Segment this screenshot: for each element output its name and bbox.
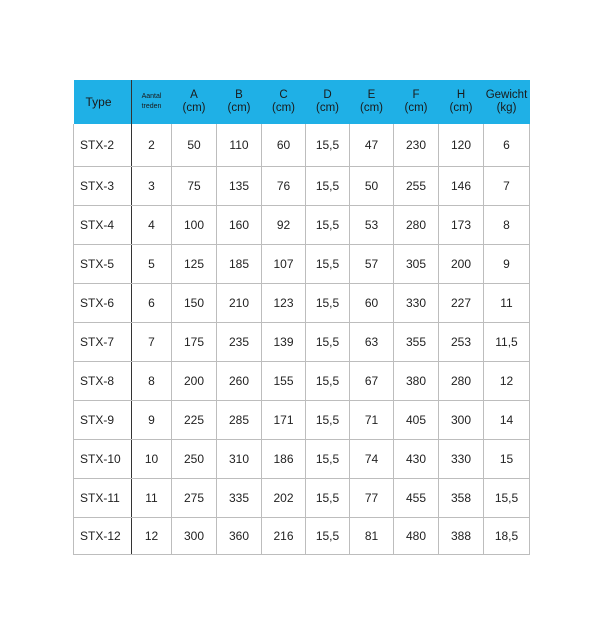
cell-a: 100	[172, 206, 217, 245]
column-header-aantal-line: treden	[141, 103, 162, 110]
column-header-b-line: (cm)	[227, 102, 251, 114]
cell-f: 405	[394, 401, 439, 440]
cell-d: 15,5	[306, 362, 350, 401]
cell-a: 125	[172, 245, 217, 284]
cell-a: 50	[172, 124, 217, 167]
cell-gewicht: 11,5	[484, 323, 530, 362]
specification-table	[73, 80, 530, 555]
column-header-gewicht-line: (kg)	[496, 102, 517, 114]
cell-f: 430	[394, 440, 439, 479]
table-row	[74, 167, 530, 206]
table-row	[74, 124, 530, 167]
cell-d: 15,5	[306, 479, 350, 518]
cell-gewicht: 15,5	[484, 479, 530, 518]
cell-aantal: 12	[132, 518, 172, 555]
cell-c: 107	[262, 245, 306, 284]
table-row	[74, 284, 530, 323]
table-row	[74, 362, 530, 401]
cell-b: 335	[217, 479, 262, 518]
cell-aantal: 2	[132, 124, 172, 167]
column-header-c	[262, 80, 306, 124]
cell-b: 135	[217, 167, 262, 206]
cell-type: STX-11	[74, 479, 132, 518]
column-header-f-line: F	[412, 89, 420, 101]
cell-c: 186	[262, 440, 306, 479]
column-header-d-line: (cm)	[316, 102, 339, 114]
cell-d: 15,5	[306, 245, 350, 284]
table-header	[74, 80, 530, 124]
cell-type: STX-8	[74, 362, 132, 401]
cell-gewicht: 8	[484, 206, 530, 245]
cell-d: 15,5	[306, 284, 350, 323]
cell-a: 275	[172, 479, 217, 518]
cell-b: 310	[217, 440, 262, 479]
cell-c: 216	[262, 518, 306, 555]
cell-h: 120	[439, 124, 484, 167]
table-body	[74, 124, 530, 555]
cell-h: 173	[439, 206, 484, 245]
column-header-a-line: (cm)	[182, 102, 206, 114]
cell-f: 255	[394, 167, 439, 206]
column-header-e	[350, 80, 394, 124]
cell-d: 15,5	[306, 167, 350, 206]
specification-table-container	[73, 80, 529, 555]
cell-f: 380	[394, 362, 439, 401]
cell-h: 253	[439, 323, 484, 362]
column-header-h-line: H	[456, 89, 466, 101]
column-header-b-line: B	[235, 89, 243, 101]
cell-f: 280	[394, 206, 439, 245]
header-row	[74, 80, 530, 124]
cell-e: 81	[350, 518, 394, 555]
cell-type: STX-7	[74, 323, 132, 362]
cell-c: 139	[262, 323, 306, 362]
cell-aantal: 3	[132, 167, 172, 206]
cell-e: 74	[350, 440, 394, 479]
cell-aantal: 9	[132, 401, 172, 440]
cell-f: 355	[394, 323, 439, 362]
column-header-f-line: (cm)	[404, 102, 428, 114]
cell-d: 15,5	[306, 518, 350, 555]
cell-b: 360	[217, 518, 262, 555]
column-header-d-line: D	[323, 89, 332, 101]
cell-gewicht: 18,5	[484, 518, 530, 555]
column-header-aantal-line: Aantal	[141, 93, 162, 100]
cell-f: 480	[394, 518, 439, 555]
column-header-c-line: C	[279, 89, 288, 101]
cell-b: 210	[217, 284, 262, 323]
cell-aantal: 6	[132, 284, 172, 323]
cell-b: 235	[217, 323, 262, 362]
column-header-c-line: (cm)	[272, 102, 295, 114]
column-header-h-line: (cm)	[449, 102, 473, 114]
column-header-e-line: E	[367, 89, 376, 101]
cell-b: 185	[217, 245, 262, 284]
cell-a: 300	[172, 518, 217, 555]
cell-h: 227	[439, 284, 484, 323]
cell-aantal: 7	[132, 323, 172, 362]
column-header-e-line: (cm)	[360, 102, 383, 114]
column-header-f	[394, 80, 439, 124]
cell-a: 225	[172, 401, 217, 440]
cell-a: 150	[172, 284, 217, 323]
cell-aantal: 4	[132, 206, 172, 245]
cell-a: 175	[172, 323, 217, 362]
cell-aantal: 8	[132, 362, 172, 401]
cell-c: 60	[262, 124, 306, 167]
table-row	[74, 401, 530, 440]
cell-e: 60	[350, 284, 394, 323]
table-row	[74, 518, 530, 555]
column-header-d	[306, 80, 350, 124]
cell-a: 250	[172, 440, 217, 479]
cell-type: STX-6	[74, 284, 132, 323]
table-row	[74, 245, 530, 284]
cell-b: 110	[217, 124, 262, 167]
cell-b: 160	[217, 206, 262, 245]
column-header-b	[217, 80, 262, 124]
cell-e: 53	[350, 206, 394, 245]
cell-h: 388	[439, 518, 484, 555]
column-header-type-line: Type	[85, 94, 112, 109]
cell-c: 123	[262, 284, 306, 323]
table-row	[74, 323, 530, 362]
cell-f: 455	[394, 479, 439, 518]
cell-c: 171	[262, 401, 306, 440]
cell-gewicht: 11	[484, 284, 530, 323]
cell-c: 202	[262, 479, 306, 518]
column-header-a-line: A	[190, 89, 198, 101]
table-row	[74, 206, 530, 245]
cell-type: STX-12	[74, 518, 132, 555]
cell-aantal: 10	[132, 440, 172, 479]
cell-gewicht: 7	[484, 167, 530, 206]
cell-type: STX-4	[74, 206, 132, 245]
cell-b: 285	[217, 401, 262, 440]
cell-gewicht: 6	[484, 124, 530, 167]
cell-type: STX-10	[74, 440, 132, 479]
cell-h: 200	[439, 245, 484, 284]
column-header-h	[439, 80, 484, 124]
cell-a: 75	[172, 167, 217, 206]
column-header-gewicht-line: Gewicht	[485, 89, 528, 101]
cell-c: 76	[262, 167, 306, 206]
cell-gewicht: 15	[484, 440, 530, 479]
column-header-a	[172, 80, 217, 124]
cell-e: 77	[350, 479, 394, 518]
cell-gewicht: 14	[484, 401, 530, 440]
cell-type: STX-3	[74, 167, 132, 206]
table-row	[74, 440, 530, 479]
cell-h: 358	[439, 479, 484, 518]
cell-d: 15,5	[306, 440, 350, 479]
cell-e: 57	[350, 245, 394, 284]
cell-h: 300	[439, 401, 484, 440]
cell-e: 47	[350, 124, 394, 167]
cell-e: 71	[350, 401, 394, 440]
cell-c: 92	[262, 206, 306, 245]
cell-b: 260	[217, 362, 262, 401]
cell-c: 155	[262, 362, 306, 401]
cell-aantal: 5	[132, 245, 172, 284]
cell-e: 50	[350, 167, 394, 206]
cell-h: 330	[439, 440, 484, 479]
cell-d: 15,5	[306, 206, 350, 245]
cell-type: STX-9	[74, 401, 132, 440]
cell-a: 200	[172, 362, 217, 401]
cell-d: 15,5	[306, 124, 350, 167]
cell-gewicht: 9	[484, 245, 530, 284]
column-header-type	[74, 80, 132, 124]
column-header-aantal	[132, 80, 172, 124]
cell-type: STX-2	[74, 124, 132, 167]
table-row	[74, 479, 530, 518]
cell-f: 330	[394, 284, 439, 323]
cell-type: STX-5	[74, 245, 132, 284]
cell-h: 280	[439, 362, 484, 401]
cell-e: 67	[350, 362, 394, 401]
cell-e: 63	[350, 323, 394, 362]
cell-h: 146	[439, 167, 484, 206]
column-header-gewicht	[484, 80, 530, 124]
cell-gewicht: 12	[484, 362, 530, 401]
cell-aantal: 11	[132, 479, 172, 518]
cell-d: 15,5	[306, 401, 350, 440]
cell-d: 15,5	[306, 323, 350, 362]
cell-f: 230	[394, 124, 439, 167]
cell-f: 305	[394, 245, 439, 284]
